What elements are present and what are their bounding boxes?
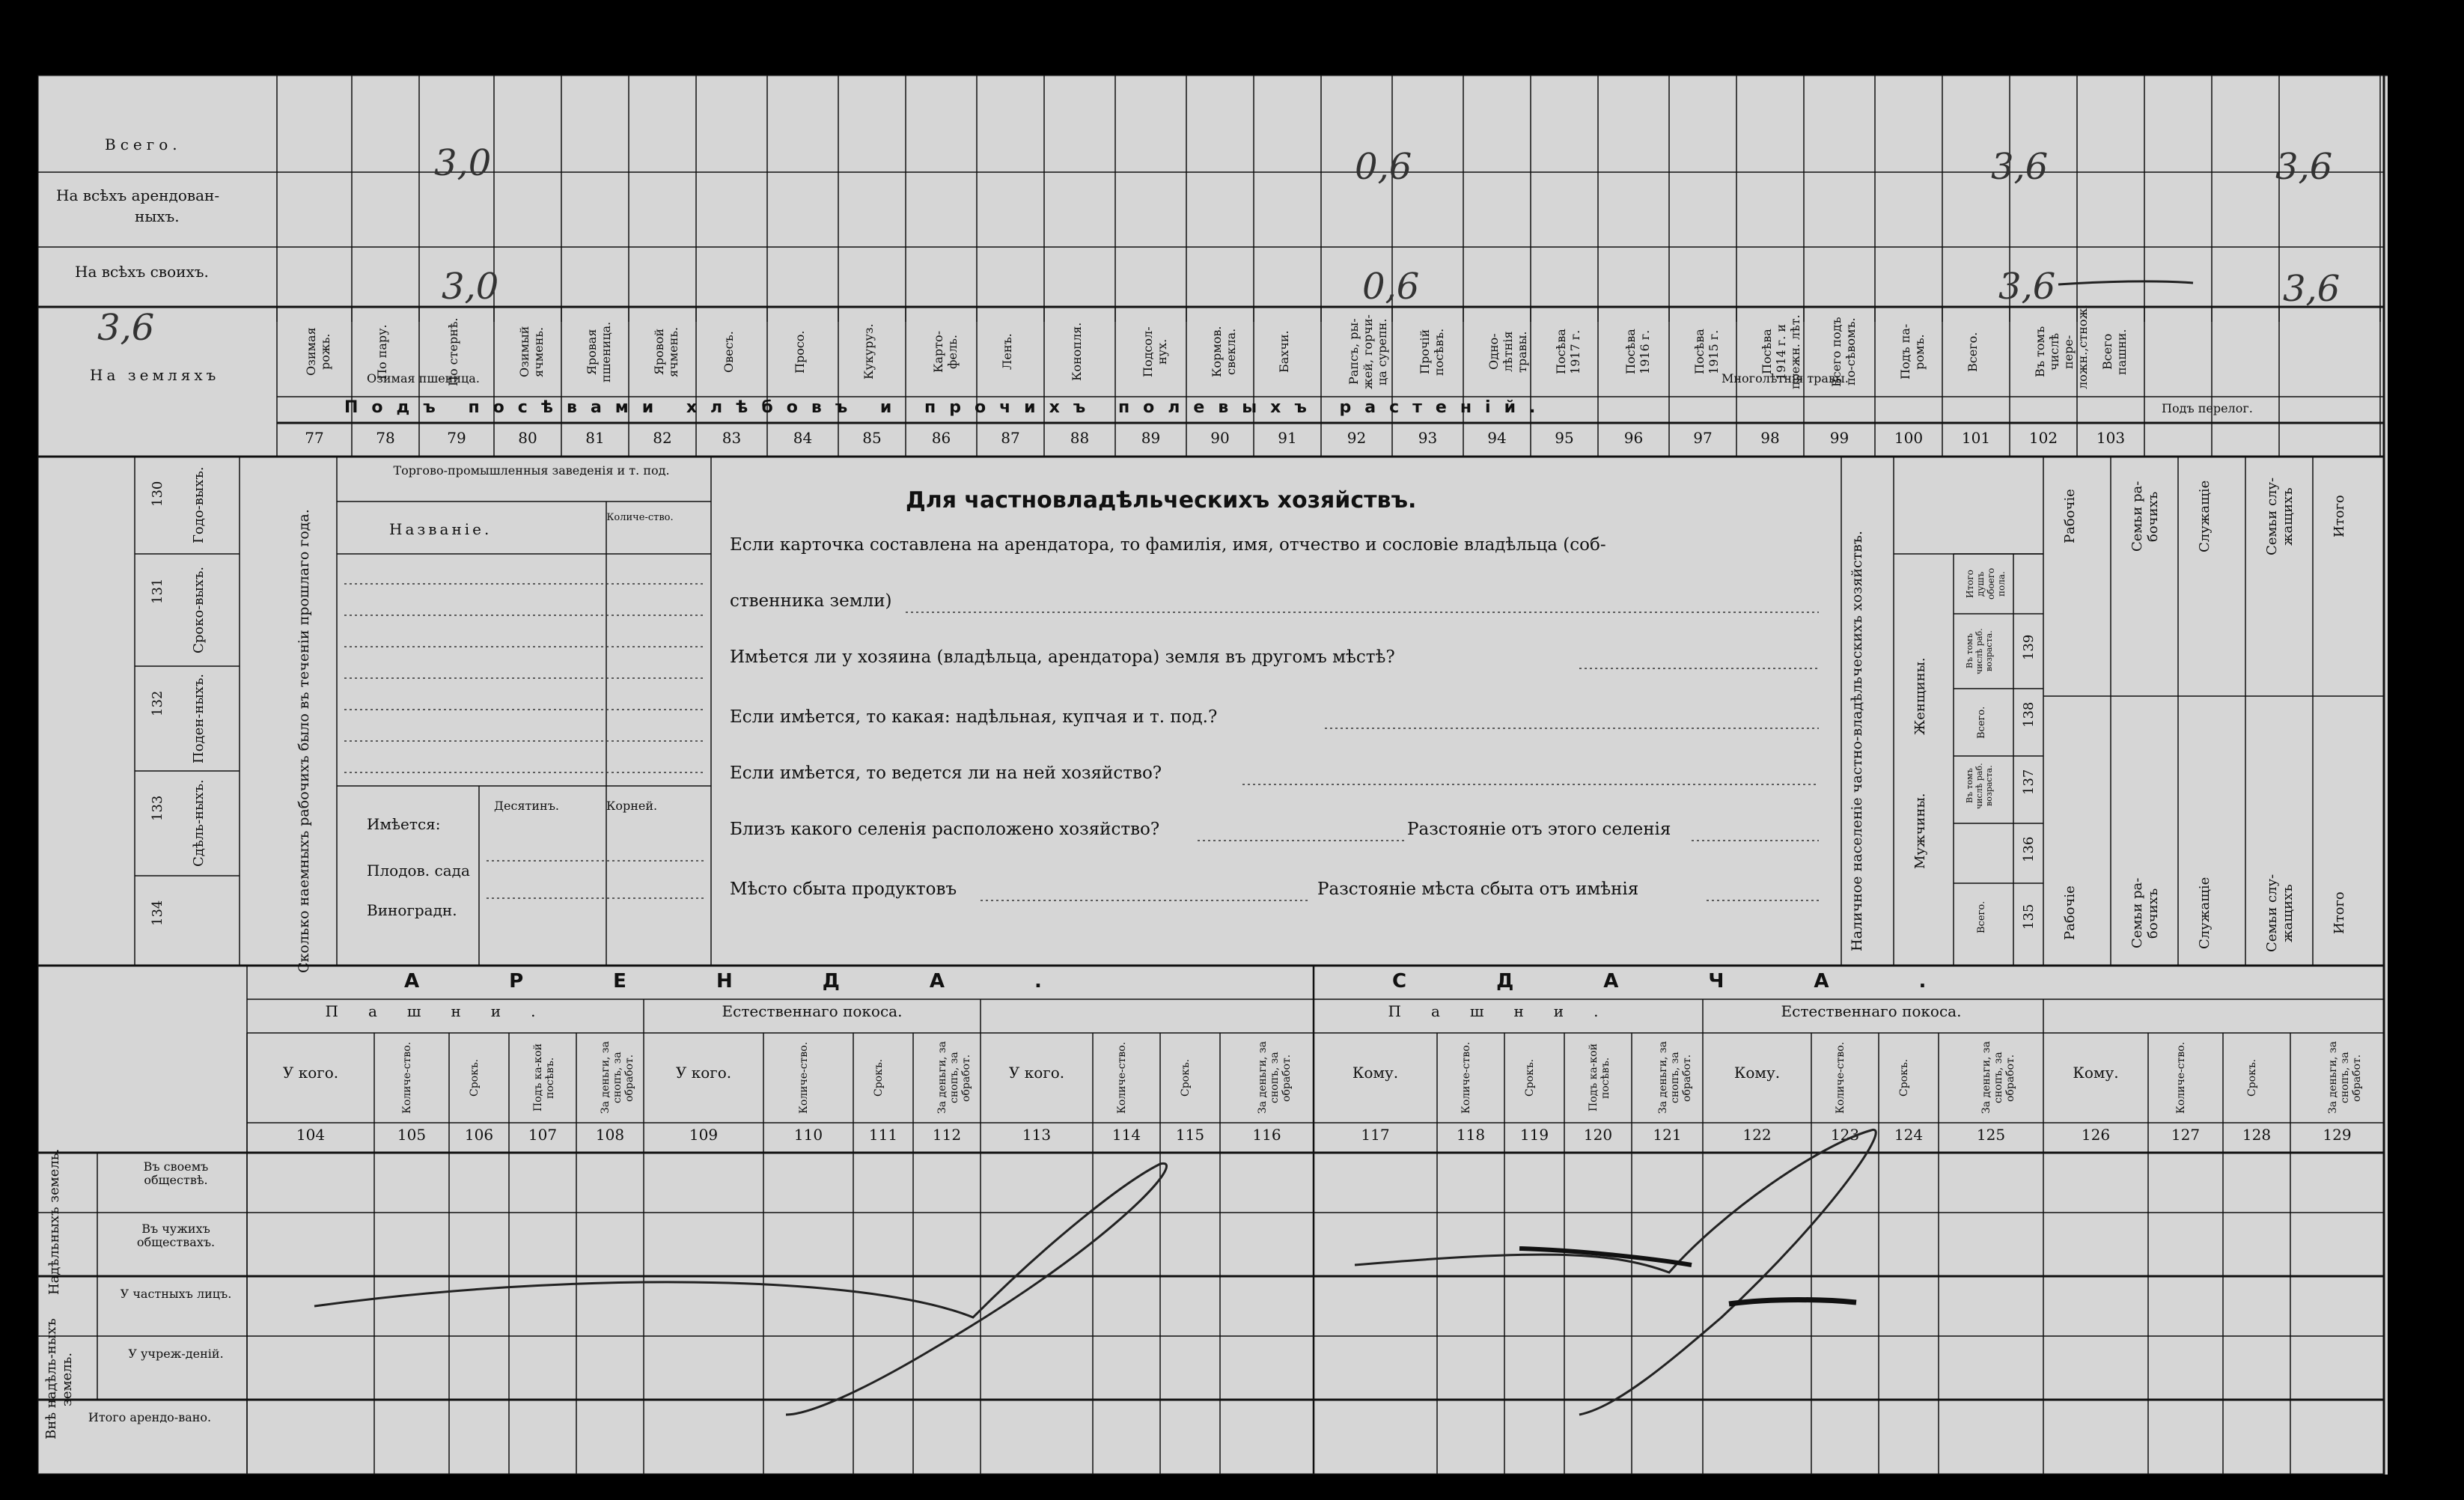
col-number: 124 <box>1894 1126 1924 1144</box>
question: Мѣсто сбыта продуктовъ <box>730 879 957 899</box>
arenda-title: АРЕНДА. <box>404 970 1132 993</box>
staff-col-header: Итого <box>2332 495 2347 538</box>
col-number: 78 <box>376 429 395 447</box>
population-title: Наличное населенiе частно-владѣльческихъ хозяйствъ. <box>1849 531 1865 951</box>
enterprise-count-header: Количе-ство. <box>606 512 674 523</box>
col-number: 92 <box>1347 429 1367 447</box>
row-group-allotment: Надѣльныхъ земель. <box>46 1148 62 1295</box>
worker-label: Сроко-выхъ. <box>191 566 207 654</box>
who-header: У кого. <box>282 1064 339 1082</box>
crop-header: Прочiй посѣвъ. <box>1417 328 1446 376</box>
crop-header: Просо. <box>792 330 807 374</box>
who-header: Кому. <box>2073 1064 2119 1082</box>
staff-col-header: Служащiе <box>2197 480 2213 553</box>
pokos-label: Естественнаго покоса. <box>722 1002 903 1020</box>
staff-col-header: Рабочiе <box>2062 489 2078 544</box>
crop-header: Посѣва 1917 г. <box>1554 329 1582 375</box>
col-header: За деньги, за снопъ, за обработ. <box>936 1041 972 1115</box>
col-number: 89 <box>1141 429 1161 447</box>
col-number: 120 <box>1583 1126 1613 1144</box>
who-header: Кому. <box>1733 1064 1781 1082</box>
pop-num: 137 <box>2021 769 2037 796</box>
col-number: 101 <box>1961 429 1991 447</box>
enterprise-name-header: Названiе. <box>389 520 493 538</box>
crop-header: Посѣва 1915 г. <box>1692 329 1721 375</box>
col-number: 127 <box>2171 1126 2201 1144</box>
crop-header: Одно-лѣтнiя травы. <box>1486 331 1529 373</box>
col-header: Подъ ка-кой посѣвъ. <box>1588 1043 1611 1112</box>
handwritten-value: 0,6 <box>1355 146 1412 188</box>
col-number: 107 <box>528 1126 558 1144</box>
col-header: Количе-ство. <box>1460 1041 1472 1115</box>
row-own-label: На всѣхъ своихъ. <box>75 263 209 281</box>
col-header: Количе-ство. <box>2175 1041 2187 1115</box>
handwritten-value: 3,6 <box>97 307 155 349</box>
col-number: 94 <box>1487 429 1507 447</box>
pop-total: Итого душъ обоего пола. <box>1965 567 2007 600</box>
col-number: 77 <box>305 429 324 447</box>
col-number: 82 <box>653 429 672 447</box>
worker-num: 132 <box>150 690 165 717</box>
crop-header: Рапсъ, ры-жей, горчи-ца сурепн. <box>1346 314 1389 389</box>
crop-header: Кукуруз. <box>862 323 876 380</box>
crop-header: Въ томъ числѣ пере-ложн.,стнож. <box>2033 304 2090 389</box>
col-header: Срокъ. <box>1524 1058 1536 1097</box>
row-institutions: У учреж-денiй. <box>128 1347 224 1361</box>
row-total-rented: Итого арендо-вано. <box>88 1410 212 1424</box>
question: ственника земли) <box>730 591 892 611</box>
workers-question: Сколько наемныхъ рабочихъ было въ теченiи прошлаго года. <box>296 509 312 973</box>
census-card <box>37 75 2388 1475</box>
col-header: Количе-ство. <box>1116 1041 1128 1115</box>
crop-header: Всего пашни. <box>2100 329 2129 375</box>
col-number: 91 <box>1278 429 1297 447</box>
crop-header: Конопля. <box>1069 322 1084 382</box>
col-number: 121 <box>1653 1126 1682 1144</box>
enterprise-title: Торгово-промышленныя заведенiя и т. под. <box>393 463 670 478</box>
col-number: 90 <box>1210 429 1230 447</box>
col-number: 113 <box>1022 1126 1052 1144</box>
pashni-label: Пашни. <box>325 1002 566 1020</box>
crop-header: Озимая рожь. <box>304 327 332 376</box>
crop-header: Бахчи. <box>1277 330 1291 374</box>
col-header: Количе-ство. <box>401 1041 413 1115</box>
col-header: Срокъ. <box>2246 1058 2258 1097</box>
who-header: У кого. <box>1008 1064 1065 1082</box>
worker-label: Поден-ныхъ. <box>191 674 207 763</box>
group-label-winter-wheat: Озимая пшеница. <box>367 371 480 385</box>
col-header: За деньги, за снопъ, за обработ. <box>1656 1041 1693 1115</box>
col-number: 105 <box>397 1126 427 1144</box>
handwritten-value: 3,6 <box>1991 146 2049 188</box>
col-number: 95 <box>1555 429 1574 447</box>
col-number: 85 <box>862 429 882 447</box>
col-number: 98 <box>1760 429 1780 447</box>
pop-working: Въ томъ числѣ раб. возраста. <box>1965 628 1994 674</box>
col-number: 118 <box>1456 1126 1486 1144</box>
korney-header: Корней. <box>606 799 658 813</box>
group-label-fallow: Подъ перелог. <box>2162 401 2253 415</box>
col-number: 84 <box>793 429 813 447</box>
has-label: Имѣется: <box>367 815 441 833</box>
pop-num: 138 <box>2021 701 2037 728</box>
worker-num: 130 <box>150 481 165 507</box>
pop-num: 139 <box>2021 634 2037 661</box>
col-number: 83 <box>722 429 742 447</box>
pop-working: Въ томъ числѣ раб. возраста. <box>1965 763 1994 809</box>
col-header: За деньги, за снопъ, за обработ. <box>600 1041 635 1115</box>
who-header: У кого. <box>675 1064 732 1082</box>
question: Близъ какого селенiя расположено хозяйство? <box>730 820 1160 839</box>
section-title-crops: Подъ посѣвами хлѣбовъ и прочихъ полевыхъ растенiй. <box>344 398 1549 417</box>
col-number: 128 <box>2242 1126 2272 1144</box>
row-private-persons: У частныхъ лицъ. <box>120 1287 232 1301</box>
pop-all: Всего. <box>1976 900 1987 933</box>
group-label-perennial: Многолѣтнiя травы. <box>1722 371 1849 385</box>
col-number: 103 <box>2096 429 2126 447</box>
handwritten-value: 3,6 <box>2275 146 2333 188</box>
crop-header: По пару. <box>375 324 389 379</box>
handwritten-strokes <box>37 75 2388 1475</box>
col-header: За деньги, за снопъ, за обработ. <box>1980 1041 2016 1115</box>
col-number: 123 <box>1830 1126 1860 1144</box>
col-number: 111 <box>868 1126 898 1144</box>
question: Если имѣется, то ведется ли на ней хозяйство? <box>730 763 1162 783</box>
staff-col-header: Семьи слу-жащихъ <box>2264 477 2296 556</box>
col-number: 116 <box>1252 1126 1281 1144</box>
col-number: 126 <box>2081 1126 2111 1144</box>
col-header: Срокъ. <box>873 1058 885 1097</box>
row-own-community: Въ своемъ обществѣ. <box>143 1159 209 1188</box>
worker-label: Сдѣль-ныхъ. <box>191 779 207 868</box>
worker-num: 133 <box>150 795 165 822</box>
col-number: 115 <box>1175 1126 1205 1144</box>
crop-header: Яровая пшеница. <box>585 321 613 382</box>
col-number: 106 <box>464 1126 494 1144</box>
staff-col-header: Семьи слу-жащихъ <box>2264 874 2296 953</box>
worker-num: 131 <box>150 578 165 605</box>
pokos-label: Естественнаго покоса. <box>1781 1002 1962 1020</box>
crop-header: Посѣва 1914 г. и прежн. лѣт. <box>1760 314 1802 389</box>
crop-header: Яровой ячмень. <box>652 326 680 377</box>
row-rented-label: На всѣхъ арендован- <box>56 186 220 204</box>
col-header: Срокъ. <box>1898 1058 1910 1097</box>
private-farm-title: Для частновладѣльческихъ хозяйствъ. <box>906 487 1417 513</box>
handwritten-value: 0,6 <box>1362 266 1420 308</box>
crop-header: Кормов. свекла. <box>1210 326 1238 378</box>
col-number: 97 <box>1693 429 1713 447</box>
col-number: 108 <box>595 1126 625 1144</box>
staff-col-header: Семьи ра-бочихъ <box>2129 481 2161 552</box>
handwritten-value: 3,0 <box>442 266 499 308</box>
crop-header: Посѣва 1916 г. <box>1623 329 1652 375</box>
vineyard-label: Виноградн. <box>367 901 457 919</box>
col-header: Срокъ. <box>1180 1058 1192 1097</box>
col-number: 129 <box>2323 1126 2352 1144</box>
col-number: 104 <box>296 1126 326 1144</box>
col-number: 112 <box>932 1126 962 1144</box>
col-header: Количе-ство. <box>798 1041 810 1115</box>
col-header: За деньги, за снопъ, за обработ. <box>2326 1041 2363 1115</box>
col-number: 93 <box>1418 429 1438 447</box>
col-header: Срокъ. <box>469 1058 481 1097</box>
row-group-non-allotment: Внѣ надѣль-ныхъ земель. <box>43 1318 75 1440</box>
col-header: За деньги, за снопъ, за обработ. <box>1256 1041 1293 1115</box>
question: Если карточка составлена на арендатора, то фамилiя, имя, отчество и сословiе владѣльца (соб- <box>730 535 1606 555</box>
col-number: 99 <box>1829 429 1849 447</box>
col-number: 88 <box>1070 429 1090 447</box>
col-number: 110 <box>793 1126 823 1144</box>
crop-header: Овесъ. <box>721 331 736 373</box>
col-header: Подъ ка-кой посѣвъ. <box>532 1043 556 1112</box>
handwritten-value: 3,6 <box>2283 268 2341 310</box>
question: Имѣется ли у хозяина (владѣльца, арендатора) земля въ другомъ мѣстѣ? <box>730 647 1395 667</box>
staff-col-header: Семьи ра-бочихъ <box>2129 877 2161 949</box>
pashni-label: Пашни. <box>1388 1002 1629 1020</box>
orchard-label: Плодов. сада <box>367 862 470 879</box>
question: Если имѣется, то какая: надѣльная, купчая и т. под.? <box>730 707 1218 727</box>
pop-num: 136 <box>2021 836 2037 863</box>
question: Разстоянiе мѣста сбыта отъ имѣнiя <box>1317 879 1639 899</box>
handwritten-value: 3,0 <box>434 142 492 184</box>
sdacha-title: СДАЧА. <box>1392 970 2016 993</box>
question: Разстоянiе отъ этого селенiя <box>1407 820 1671 839</box>
col-number: 117 <box>1361 1126 1390 1144</box>
crop-header: По стернѣ. <box>446 317 460 386</box>
col-number: 122 <box>1742 1126 1772 1144</box>
row-rented-label-2: ныхъ. <box>135 207 180 225</box>
col-number: 96 <box>1623 429 1644 447</box>
col-number: 125 <box>1976 1126 2006 1144</box>
col-number: 100 <box>1894 429 1924 447</box>
col-number: 102 <box>2028 429 2058 447</box>
crop-header: Карто-фель. <box>930 330 960 374</box>
pop-women: Женщины. <box>1912 657 1928 735</box>
row-other-community: Въ чужихъ обществахъ. <box>136 1222 216 1250</box>
col-number: 119 <box>1519 1126 1549 1144</box>
crop-header: Подсол-нух. <box>1140 326 1169 377</box>
col-number: 81 <box>585 429 605 447</box>
col-number: 80 <box>518 429 537 447</box>
pop-men: Мужчины. <box>1912 793 1928 869</box>
col-number: 114 <box>1111 1126 1141 1144</box>
pop-all: Всего. <box>1976 706 1987 739</box>
crop-header: Всего. <box>1966 332 1980 372</box>
crop-header: Ленъ. <box>1000 333 1014 371</box>
staff-col-header: Итого <box>2332 891 2347 935</box>
pop-num: 135 <box>2021 903 2037 930</box>
who-header: Кому. <box>1352 1064 1399 1082</box>
staff-col-header: Рабочiе <box>2062 885 2078 941</box>
col-number: 86 <box>931 429 951 447</box>
crop-header: Всего подъ по-сѣвомъ. <box>1829 317 1858 387</box>
col-number: 79 <box>447 429 466 447</box>
worker-num: 134 <box>150 900 165 927</box>
crop-header: Подъ па-ромъ. <box>1898 323 1927 380</box>
row-lands-label: На земляхъ <box>90 366 220 384</box>
desyatin-header: Десятинъ. <box>494 799 559 813</box>
col-header: Количе-ство. <box>1835 1041 1847 1115</box>
worker-label: Годо-выхъ. <box>191 466 207 544</box>
col-number: 87 <box>1001 429 1020 447</box>
handwritten-value: 3,6 <box>1998 266 2056 308</box>
col-number: 109 <box>689 1126 719 1144</box>
staff-col-header: Служащiе <box>2197 876 2213 950</box>
crop-header: Озимый ячмень. <box>517 326 546 378</box>
row-total-label: Всего. <box>105 135 182 153</box>
